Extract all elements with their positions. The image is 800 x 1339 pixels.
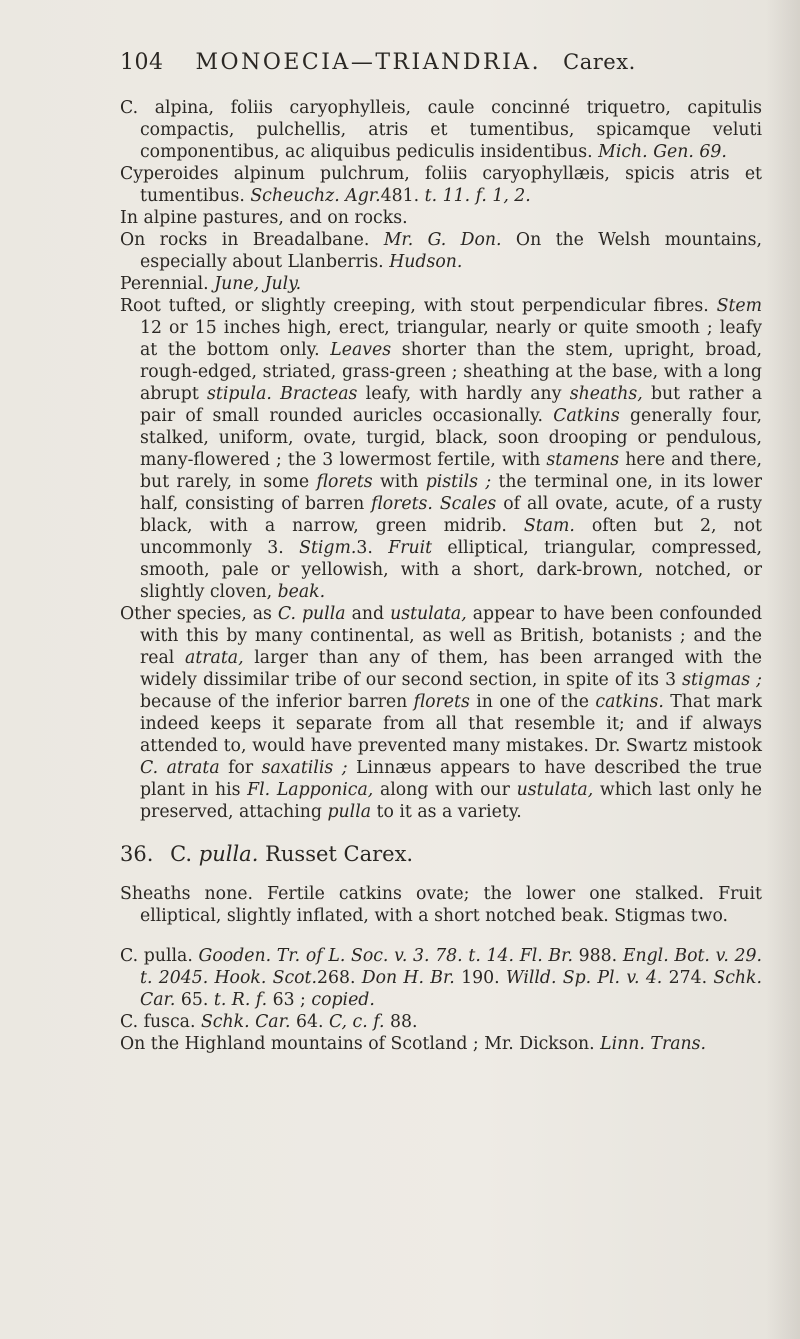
species-epithet: pulla. xyxy=(198,842,259,866)
section-title: MONOECIA—TRIANDRIA. xyxy=(195,50,542,75)
species-common-name: Russet Carex. xyxy=(265,842,414,866)
species-locality: On the Highland mountains of Scotland ; Mr. Dickson. Linn. Trans. xyxy=(120,1034,707,1054)
species-diagnosis: Sheaths none. Fertile catkins ovate; the lower one stalked. Fruit elliptical, slightly inflated, with a short notched beak. Stigmas two. xyxy=(120,884,762,926)
species-synonym: C. fusca. Schk. Car. 64. C, c. f. 88. xyxy=(120,1012,418,1032)
synonym-michelius: C. alpina, foliis caryophylleis, caule concinné triquetro, capitulis compactis, pulchellis, atris et tumentibus, spicamque veluti componentibus, ac aliquibus pediculis insidentibus. Mich. Gen. 69. xyxy=(120,98,762,162)
synonym-scheuchzer: Cyperoides alpinum pulchrum, foliis caryophyllæis, spicis atris et tumentibus. Scheuchz. Agr.481. t. 11. f. 1, 2. xyxy=(120,164,762,206)
running-head xyxy=(120,50,762,75)
species-genus-abbrev: C. xyxy=(170,842,193,866)
page-number: 104 xyxy=(120,50,164,75)
genus-title: Carex. xyxy=(563,50,636,74)
description: Root tufted, or slightly creeping, with stout perpendicular fibres. Stem 12 or 15 inches high, erect, triangular, nearly or quite smooth ; leafy at the bottom only. Leaves shorter than the stem, upright, broad, rough-edged, striated, grass-green ; sheathing at the base, with a long abrupt stipula. Bracteas leafy, with hardly any sheaths, but rather a pair of small rounded auricles occasionally. Catkins generally four, stalked, uniform, ovate, turgid, black, soon drooping or pendulous, many-flowered ; the 3 lowermost fertile, with stamens here and there, but rarely, in some florets with pistils ; the terminal one, in its lower half, consisting of barren florets. Scales of all ovate, acute, of a rusty black, with a narrow, green midrib. Stam. often but 2, not uncommonly 3. Stigm.3. Fruit elliptical, triangular, compressed, smooth, pale or yellowish, with a short, dark-brown, notched, or slightly cloven, beak. xyxy=(120,296,763,602)
species-references: C. pulla. Gooden. Tr. of L. Soc. v. 3. 78. t. 14. Fl. Br. 988. Engl. Bot. v. 29. t. 2045. Hook. Scot.268. Don H. Br. 190. Willd. Sp. Pl. v. 4. 274. Schk. Car. 65. t. R. f. 63 ; copied. xyxy=(120,946,762,1010)
localities: On rocks in Breadalbane. Mr. G. Don. On the Welsh mountains, especially about Llanberris. Hudson. xyxy=(120,230,763,272)
species-heading xyxy=(120,841,762,867)
flowering-time: Perennial. June, July. xyxy=(120,274,302,294)
species-number: 36. xyxy=(120,842,154,866)
page-edge-shadow xyxy=(766,0,800,1339)
habitat: In alpine pastures, and on rocks. xyxy=(120,208,408,228)
notes-paragraph: Other species, as C. pulla and ustulata, appear to have been confounded with this by many continental, as well as British, botanists ; and the real atrata, larger than any of them, has been arranged with the widely dissimilar tribe of our second section, in spite of its 3 stigmas ; because of the inferior barren florets in one of the catkins. That mark indeed keeps it separate from all that resemble it; and if always attended to, would have prevented many mistakes. Dr. Swartz mistook C. atrata for saxatilis ; Linnæus appears to have described the true plant in his Fl. Lapponica, along with our ustulata, which last only he preserved, attaching pulla to it as a variety. xyxy=(120,604,763,822)
